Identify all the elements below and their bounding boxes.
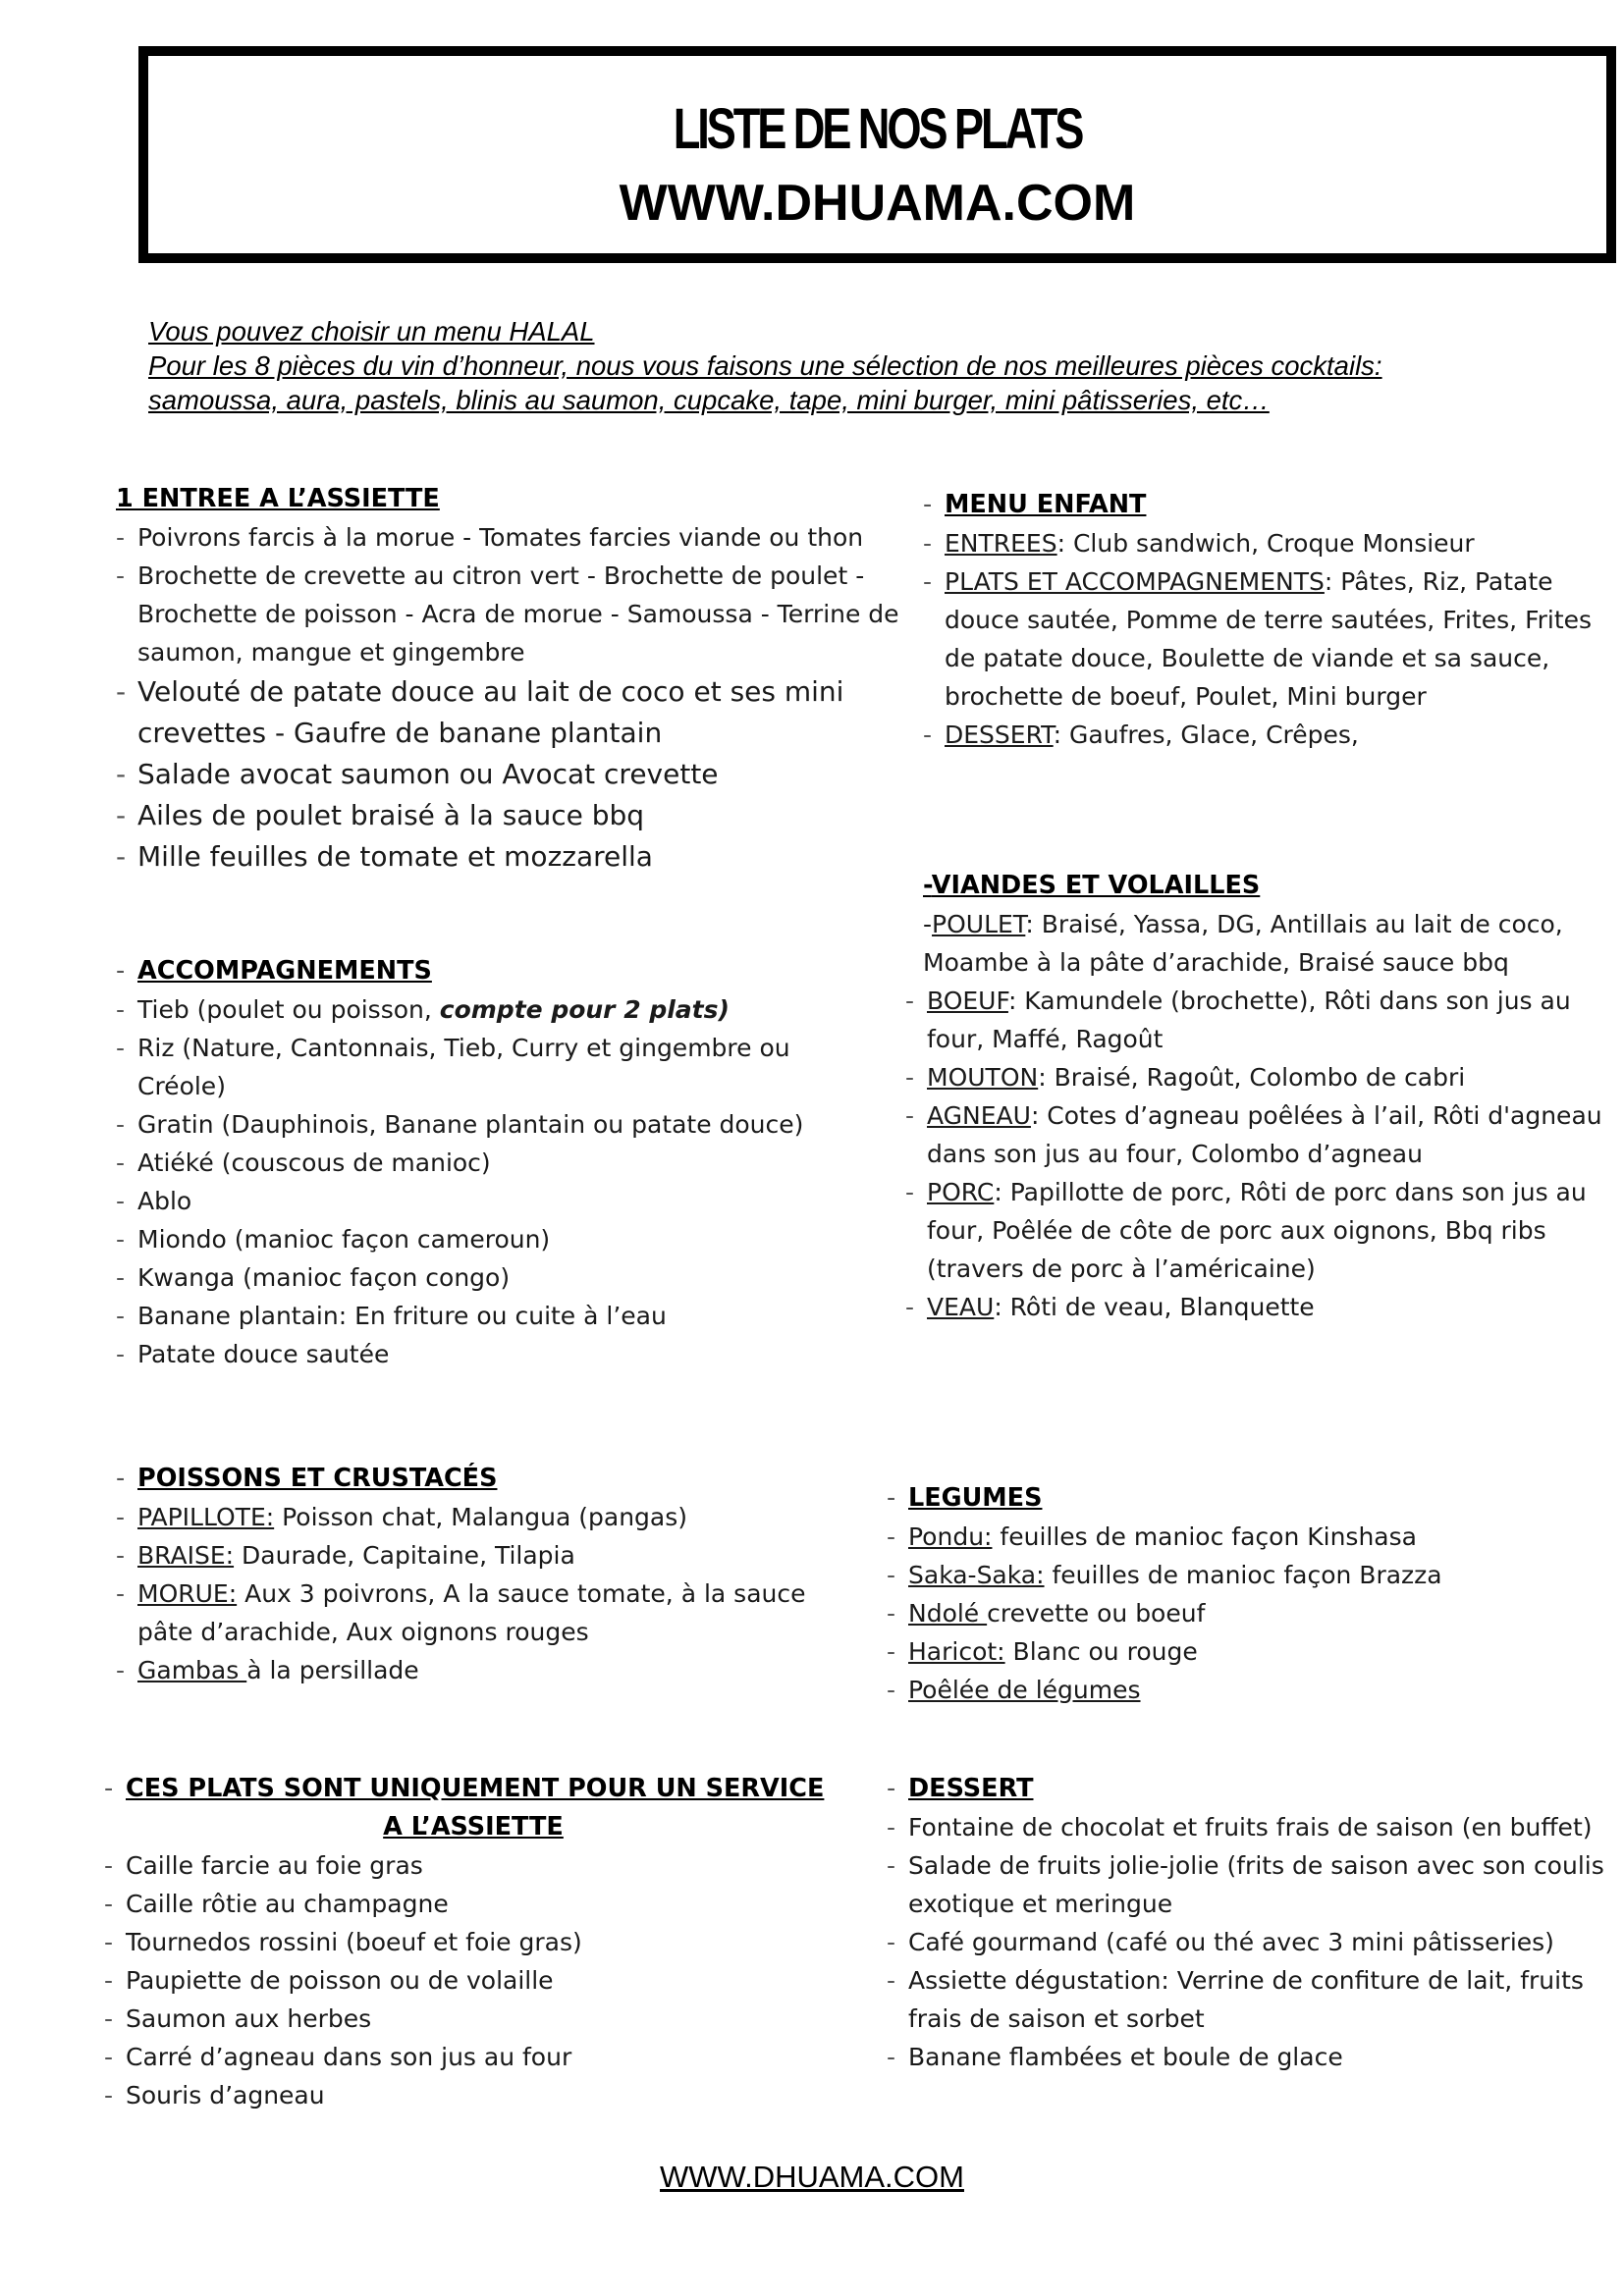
section-title: - CES PLATS SONT UNIQUEMENT POUR UN SERVICE (104, 1774, 825, 1803)
list-item: - Caille rôtie au champagne (104, 1885, 821, 1923)
list-item: - Poivrons farcis à la morue - Tomates farcies viande ou thon (116, 518, 901, 557)
list-item: - AGNEAU: Cotes d’agneau poêlées à l’ail, Rôti d'agneau dans son jus au four, Colombo d’agneau (905, 1096, 1610, 1173)
list-item: - Caille farcie au foie gras (104, 1846, 821, 1885)
list-item: - Gratin (Dauphinois, Banane plantain ou patate douce) (116, 1105, 862, 1144)
list-item: - BRAISE: Daurade, Capitaine, Tilapia (116, 1536, 842, 1575)
list-item: - Salade avocat saumon ou Avocat crevette (116, 754, 901, 795)
list-item: -POULET: Braisé, Yassa, DG, Antillais au lait de coco, Moambe à la pâte d’arachide, Braisé sauce bbq (923, 910, 1563, 977)
section-title: - POISSONS ET CRUSTACÉS (116, 1464, 498, 1493)
list-item: - Haricot: Blanc ou rouge (887, 1632, 1594, 1671)
list-item: - Riz (Nature, Cantonnais, Tieb, Curry et gingembre ou Créole) (116, 1029, 862, 1105)
intro-line: samoussa, aura, pastels, blinis au saumon, cupcake, tape, mini burger, mini pâtisseries, etc… (148, 385, 1270, 415)
list-item: - Ablo (116, 1182, 862, 1220)
footer-url[interactable]: WWW.DHUAMA.COM (660, 2160, 964, 2194)
section-dessert (887, 1770, 1613, 2076)
list-item: - BOEUF: Kamundele (brochette), Rôti dans son jus au four, Maffé, Ragoût (905, 982, 1610, 1058)
list-item: - Miondo (manioc façon cameroun) (116, 1220, 862, 1258)
intro-line: Vous pouvez choisir un menu HALAL (148, 316, 595, 347)
intro-note (148, 314, 1543, 417)
list-item: - Kwanga (manioc façon congo) (116, 1258, 862, 1297)
section-title: - DESSERT (887, 1774, 1034, 1803)
list-item: - Fontaine de chocolat et fruits frais de saison (en buffet) (887, 1808, 1613, 1846)
list-item: - DESSERT: Gaufres, Glace, Crêpes, (923, 716, 1610, 754)
list-item: - MOUTON: Braisé, Ragoût, Colombo de cabri (905, 1058, 1610, 1096)
list-item: - Saka-Saka: feuilles de manioc façon Brazza (887, 1556, 1594, 1594)
list-item: - Velouté de patate douce au lait de coco et ses mini crevettes - Gaufre de banane plantain (116, 671, 901, 754)
list-item: - Assiette dégustation: Verrine de confiture de lait, fruits frais de saison et sorbet (887, 1961, 1613, 2038)
list-item: - Gambas à la persillade (116, 1651, 842, 1689)
section-legumes (887, 1479, 1594, 1709)
intro-line: Pour les 8 pièces du vin d’honneur, nous vous faisons une sélection de nos meilleures pièces cocktails: (148, 350, 1382, 381)
section-menu-enfant (923, 486, 1610, 754)
list-item: - Ndolé crevette ou boeuf (887, 1594, 1594, 1632)
list-item: - Banane plantain: En friture ou cuite à l’eau (116, 1297, 862, 1335)
section-title: 1 ENTREE A L’ASSIETTE (116, 484, 440, 513)
list-item: - Mille feuilles de tomate et mozzarella (116, 836, 901, 878)
list-item: - Café gourmand (café ou thé avec 3 mini pâtisseries) (887, 1923, 1613, 1961)
section-accompagnements (116, 952, 862, 1373)
list-item: - PLATS ET ACCOMPAGNEMENTS: Pâtes, Riz, Patate douce sautée, Pomme de terre sautées, Frites, Frites de patate douce, Boulette de viande et sa sauce, brochette de boeuf, Poulet, Mini burger (923, 562, 1610, 716)
section-title: -VIANDES ET VOLAILLES (923, 871, 1261, 900)
list-item: - Paupiette de poisson ou de volaille (104, 1961, 821, 2000)
list-item: - Tournedos rossini (boeuf et foie gras) (104, 1923, 821, 1961)
list-item: - Patate douce sautée (116, 1335, 862, 1373)
list-item: - Poêlée de légumes (887, 1671, 1594, 1709)
section-title: - MENU ENFANT (923, 490, 1147, 519)
list-item: - Pondu: feuilles de manioc façon Kinshasa (887, 1518, 1594, 1556)
list-item: - Ailes de poulet braisé à la sauce bbq (116, 795, 901, 836)
list-item: - Carré d’agneau dans son jus au four (104, 2038, 821, 2076)
section-assiette (104, 1770, 825, 2114)
section-title: - ACCOMPAGNEMENTS (116, 956, 432, 986)
list-item: - Tieb (poulet ou poisson, compte pour 2 plats) (116, 990, 862, 1029)
list-item: - Banane flambées et boule de glace (887, 2038, 1613, 2076)
website-url: WWW.DHUAMA.COM (619, 175, 1136, 232)
list-item: - ENTREES: Club sandwich, Croque Monsieur (923, 524, 1610, 562)
list-item: - Salade de fruits jolie-jolie (frits de saison avec son coulis exotique et meringue (887, 1846, 1613, 1923)
list-item: - MORUE: Aux 3 poivrons, A la sauce tomate, à la sauce pâte d’arachide, Aux oignons rouges (116, 1575, 842, 1651)
list-item: - Saumon aux herbes (104, 2000, 821, 2038)
list-item: - PORC: Papillotte de porc, Rôti de porc dans son jus au four, Poêlée de côte de porc aux oignons, Bbq ribs (travers de porc à l’américaine) (905, 1173, 1610, 1288)
section-entree (116, 480, 901, 878)
section-viandes (923, 867, 1610, 1326)
section-title: - LEGUMES (887, 1483, 1043, 1513)
list-item: - Souris d’agneau (104, 2076, 821, 2114)
page-title: LISTE DE NOS PLATS (673, 97, 1082, 161)
list-item: - VEAU: Rôti de veau, Blanquette (905, 1288, 1610, 1326)
title-box (138, 46, 1616, 263)
list-item: - Brochette de crevette au citron vert - Brochette de poulet - Brochette de poisson - Acra de morue - Samoussa - Terrine de saumon, mangue et gingembre (116, 557, 901, 671)
list-item: - PAPILLOTE: Poisson chat, Malangua (pangas) (116, 1498, 842, 1536)
section-title: A L’ASSIETTE (383, 1812, 564, 1842)
section-poissons (116, 1460, 842, 1689)
list-item: - Atiéké (couscous de manioc) (116, 1144, 862, 1182)
